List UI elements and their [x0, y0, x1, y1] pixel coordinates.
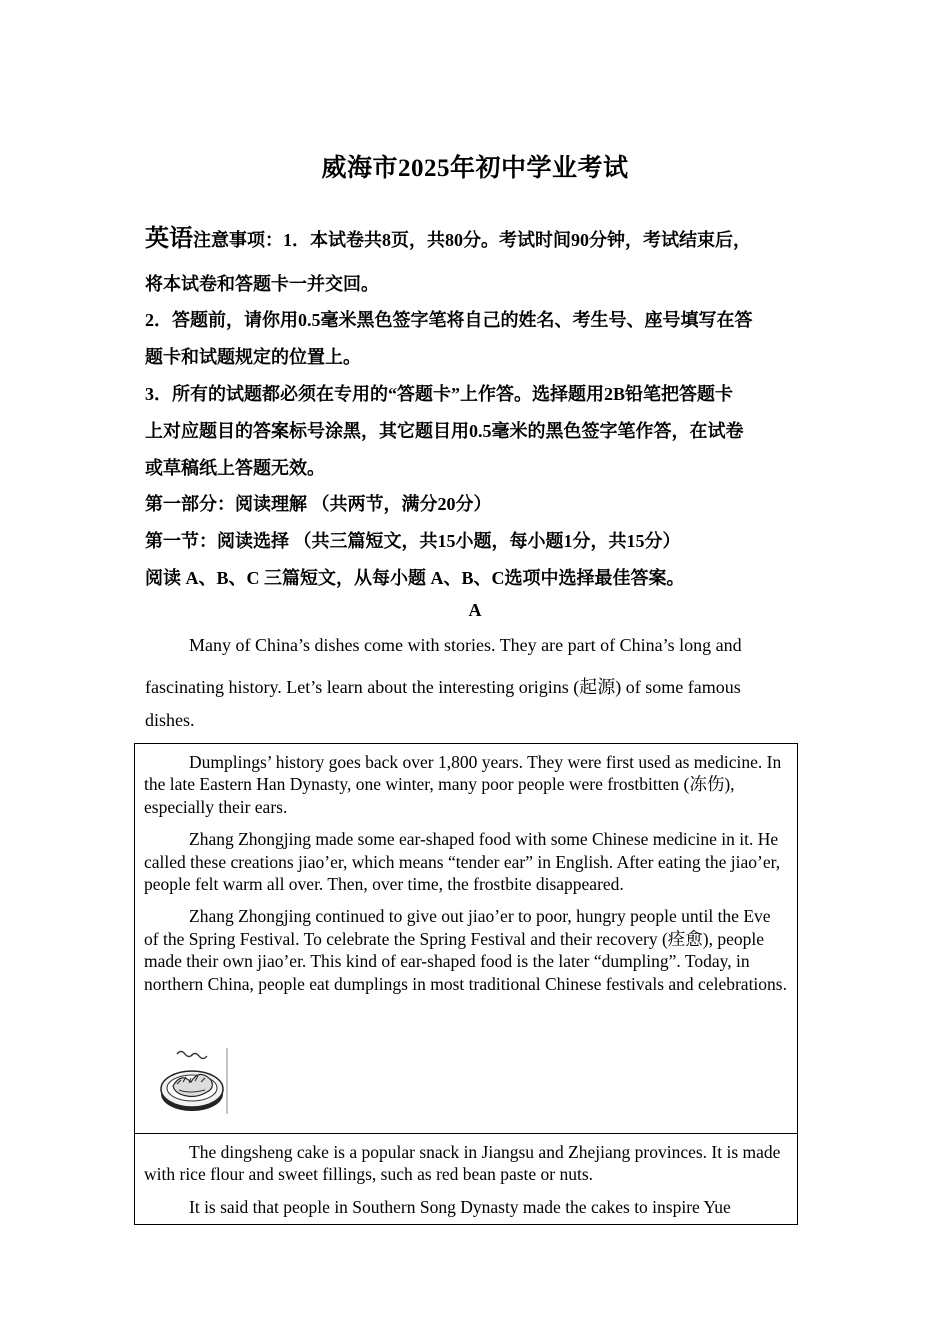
passage-label: A	[468, 600, 482, 620]
dumplings-paragraph-3: Zhang Zhongjing continued to give out jiao’er to poor, hungry people until the Eve of the Spring Festival. To celebrate the Spring Festival and their recovery (痊愈), people made their own jiao’er. This kind of ear-shaped food is the later “dumpling”. Today, in northern China, people eat dumplings in most traditional Chinese festivals and celebrations.	[144, 906, 787, 994]
notice-line-3: 2．答题前，请你用0.5毫米黑色签字笔将自己的姓名、考生号、座号填写在答	[145, 310, 753, 330]
notice-line-7: 或草稿纸上答题无效。	[145, 458, 325, 478]
dumpling-plate-illustration	[157, 1046, 229, 1116]
notice-text-1: 注意事项：1．本试卷共8页，共80分。考试时间90分钟，考试结束后，	[193, 230, 751, 250]
dumplings-paragraph-2: Zhang Zhongjing made some ear-shaped food with some Chinese medicine in it. He called these creations jiao’er, which means “tender ear” in English. After eating the jiao’er, people felt warm all over. Then, over time, the frostbite disappeared.	[144, 829, 781, 895]
reading-directions: 阅读 A、B、C 三篇短文，从每小题 A、B、C选项中选择最佳答案。	[145, 568, 685, 588]
intro-line-3: dishes.	[145, 710, 195, 730]
notice-line-1	[145, 218, 815, 253]
notice-line-6: 上对应题目的答案标号涂黑，其它题目用0.5毫米的黑色签字笔作答，在试卷	[145, 421, 744, 441]
cake-paragraph-2: It is said that people in Southern Song Dynasty made the cakes to inspire Yue	[189, 1196, 731, 1217]
cake-paragraph-1: The dingsheng cake is a popular snack in Jiangsu and Zhejiang provinces. It is made with rice flour and sweet fillings, such as red bean paste or nuts.	[144, 1142, 781, 1185]
section-one-heading: 第一节：阅读选择 （共三篇短文，共15小题，每小题1分，共15分）	[145, 531, 681, 551]
dumplings-paragraph-1: Dumplings’ history goes back over 1,800 years. They were first used as medicine. In the late Eastern Han Dynasty, one winter, many poor people were frostbitten (冻伤), especially their ears.	[144, 752, 782, 817]
notice-line-4: 题卡和试题规定的位置上。	[145, 347, 361, 367]
notice-line-2: 将本试卷和答题卡一并交回。	[145, 274, 379, 294]
part-one-heading: 第一部分：阅读理解 （共两节，满分20分）	[145, 494, 492, 514]
intro-line-1: Many of China’s dishes come with stories. They are part of China’s long and	[189, 635, 742, 655]
exam-title: 威海市2025年初中学业考试	[321, 155, 629, 182]
notice-line-5: 3．所有的试题都必须在专用的“答题卡”上作答。选择题用2B铅笔把答题卡	[145, 384, 734, 404]
intro-line-2: fascinating history. Let’s learn about the interesting origins (起源) of some famous	[145, 677, 741, 697]
dingsheng-cake-box	[134, 1133, 798, 1225]
dumplings-box	[134, 743, 798, 1134]
subject-label: 英语	[145, 226, 193, 252]
